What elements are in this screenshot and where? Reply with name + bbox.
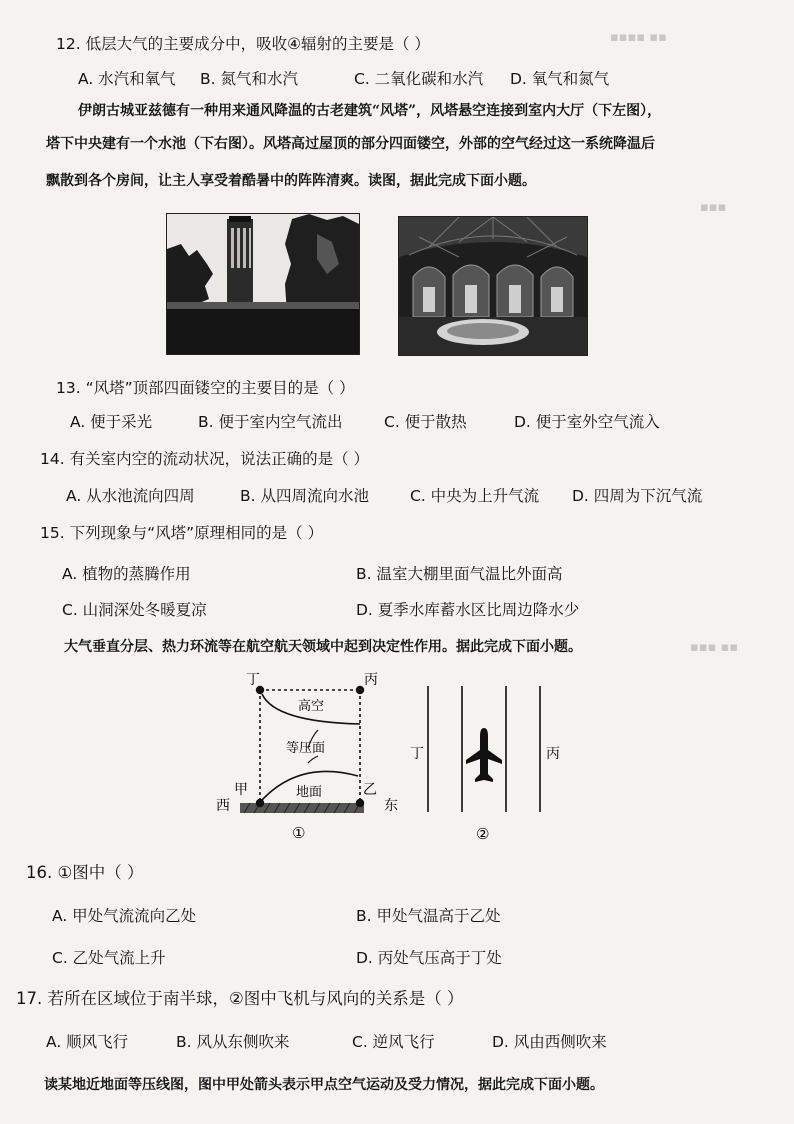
q12-option-b: B. 氮气和水汽 bbox=[200, 70, 298, 88]
passage1-line-2: 塔下中央建有一个水池（下右图）。风塔高过屋顶的部分四面镂空，外部的空气经过这一系统降温后 bbox=[46, 136, 655, 152]
bleed-through-mark: ▪▪▪▪ ▪▪ bbox=[610, 30, 667, 45]
q17-stem: 17. 若所在区域位于南半球，②图中飞机与风向的关系是（ ） bbox=[16, 989, 464, 1008]
fig1-label-west: 西 bbox=[216, 798, 230, 814]
fig1-label-ding: 丁 bbox=[246, 672, 260, 688]
q16-option-c: C. 乙处气流上升 bbox=[52, 949, 166, 967]
fig1-label-ground: 地面 bbox=[296, 785, 323, 800]
figure-thermal-circulation bbox=[200, 664, 400, 844]
q17-option-b: B. 风从东侧吹来 bbox=[176, 1033, 290, 1051]
q17-option-c: C. 逆风飞行 bbox=[352, 1033, 435, 1051]
q16-option-d: D. 丙处气压高于丁处 bbox=[356, 949, 502, 967]
q12-option-a: A. 水汽和氧气 bbox=[78, 70, 176, 88]
fig2-label-ding: 丁 bbox=[410, 746, 424, 762]
q12-stem: 12. 低层大气的主要成分中，吸收④辐射的主要是（ ） bbox=[56, 35, 430, 53]
q13-option-b: B. 便于室内空气流出 bbox=[198, 413, 343, 431]
airplane-icon bbox=[466, 728, 502, 782]
fig1-label-bing: 丙 bbox=[364, 672, 378, 688]
q12-option-c: C. 二氧化碳和水汽 bbox=[354, 70, 484, 88]
wind-tower-interior-photo bbox=[398, 216, 588, 356]
q15-option-c: C. 山洞深处冬暖夏凉 bbox=[62, 601, 207, 619]
q14-stem: 14. 有关室内空的流动状况，说法正确的是（ ） bbox=[40, 450, 370, 468]
q16-option-b: B. 甲处气温高于乙处 bbox=[356, 907, 501, 925]
q15-option-d: D. 夏季水库蓄水区比周边降水少 bbox=[356, 601, 580, 619]
q14-option-a: A. 从水池流向四周 bbox=[66, 487, 195, 505]
passage1-line-1: 伊朗古城亚兹德有一种用来通风降温的古老建筑“风塔”，风塔悬空连接到室内大厅（下左图）， bbox=[78, 103, 662, 119]
q15-option-a: A. 植物的蒸腾作用 bbox=[62, 565, 191, 583]
figure-airplane-isobars bbox=[400, 684, 570, 844]
q14-option-c: C. 中央为上升气流 bbox=[410, 487, 540, 505]
passage2: 大气垂直分层、热力环流等在航空航天领域中起到决定性作用。据此完成下面小题。 bbox=[64, 639, 582, 655]
fig1-label-isobar: 等压面 bbox=[286, 741, 326, 756]
q17-option-d: D. 风由西侧吹来 bbox=[492, 1033, 607, 1051]
fig1-label-jia: 甲 bbox=[234, 782, 248, 798]
q13-option-a: A. 便于采光 bbox=[70, 413, 153, 431]
passage3: 读某地近地面等压线图，图中甲处箭头表示甲点空气运动及受力情况，据此完成下面小题。 bbox=[44, 1077, 604, 1093]
q13-option-c: C. 便于散热 bbox=[384, 413, 467, 431]
fig1-label-gaokong: 高空 bbox=[298, 699, 325, 714]
q14-option-d: D. 四周为下沉气流 bbox=[572, 487, 703, 505]
q17-option-a: A. 顺风飞行 bbox=[46, 1033, 129, 1051]
fig1-label-east: 东 bbox=[384, 798, 398, 814]
wind-tower-photo bbox=[166, 213, 360, 355]
q16-stem: 16. ①图中（ ） bbox=[26, 863, 144, 882]
bleed-through-mark: ▪▪▪ bbox=[700, 200, 727, 215]
q13-option-d: D. 便于室外空气流入 bbox=[514, 413, 660, 431]
q15-stem: 15. 下列现象与“风塔”原理相同的是（ ） bbox=[40, 524, 324, 542]
fig2-label-bing: 丙 bbox=[546, 746, 560, 762]
q14-option-b: B. 从四周流向水池 bbox=[240, 487, 369, 505]
q12-option-d: D. 氧气和氮气 bbox=[510, 70, 610, 88]
fig1-label-yi: 乙 bbox=[363, 782, 377, 798]
q16-option-a: A. 甲处气流流向乙处 bbox=[52, 907, 197, 925]
bleed-through-mark: ▪▪▪ ▪▪ bbox=[690, 640, 739, 655]
q13-stem: 13. “风塔”顶部四面镂空的主要目的是（ ） bbox=[56, 379, 355, 397]
fig2-caption: ② bbox=[476, 825, 490, 843]
fig1-caption: ① bbox=[292, 824, 306, 842]
q15-option-b: B. 温室大棚里面气温比外面高 bbox=[356, 565, 563, 583]
passage1-line-3: 飘散到各个房间，让主人享受着酷暑中的阵阵清爽。读图，据此完成下面小题。 bbox=[46, 173, 536, 189]
